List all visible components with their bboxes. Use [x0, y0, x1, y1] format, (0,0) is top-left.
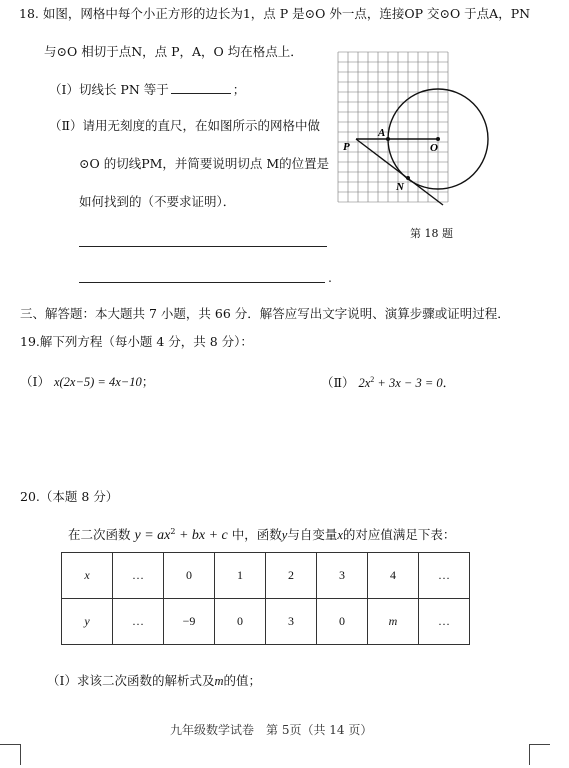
q18-part2-line3: 如何找到的（不要求证明）． [79, 194, 236, 209]
q20-part1-m: m [214, 674, 224, 688]
q19-part2-eq-sup: 2 [370, 375, 375, 384]
table-row-x [62, 553, 470, 599]
label-p: P [343, 141, 350, 153]
q18-part1-blank[interactable] [171, 93, 231, 94]
q20-intro-a: 在二次函数 [68, 527, 135, 543]
table-cell: 0 [215, 599, 266, 645]
q18-part1-text: （Ⅰ）切线长 PN 等于 [49, 82, 169, 97]
q20-func-a: y = ax [134, 528, 171, 544]
point-o [436, 137, 440, 141]
table-cell: 3 [317, 553, 368, 599]
q20-intro-d: 的对应值满足下表： [342, 527, 456, 543]
q20-heading: 20.（本题 8 分） [20, 489, 119, 504]
q20-part1-end: 的值； [223, 673, 261, 688]
q19-part2-label: （Ⅱ） [321, 375, 355, 391]
section3-title: 三、解答题：本大题共 7 小题，共 66 分．解答应写出文字说明、演算步骤或证明过程． [20, 306, 510, 321]
point-n [406, 176, 410, 180]
crop-mark-bottom-right [529, 744, 550, 765]
point-a [386, 137, 390, 141]
q18-part2-line1: （Ⅱ）请用无刻度的直尺，在如图所示的网格中做 [49, 118, 320, 133]
answer-line-1[interactable] [79, 246, 327, 247]
q19-part1-end: ； [141, 374, 155, 389]
table-cell: … [113, 599, 164, 645]
q19-part1-equation: x(2x−5) = 4x−10 [53, 375, 142, 389]
table-cell: … [419, 599, 470, 645]
q19-heading: 19.解下列方程（每小题 4 分，共 8 分）： [20, 334, 253, 349]
q19-part2-eq-a: 2x [358, 376, 371, 391]
q19-part2-eq-b: + 3x − 3 = 0 [374, 376, 443, 391]
q18-part2-line2: ⊙O 的切线PM，并简要说明切点 M的位置是 [79, 156, 330, 171]
label-o: O [430, 142, 438, 154]
q20-func-b: + bx + c [175, 528, 228, 544]
q20-intro-b: 中，函数 [227, 527, 282, 543]
table-cell: −9 [164, 599, 215, 645]
q19-part2 [321, 376, 455, 390]
q20-part1-text: （Ⅰ）求该二次函数的解析式及 [47, 673, 215, 688]
answer-line-2[interactable] [79, 282, 325, 283]
table-cell: 0 [317, 599, 368, 645]
table-cell: … [113, 553, 164, 599]
grid [338, 52, 448, 202]
q20-part1 [47, 675, 261, 688]
label-n: N [396, 181, 404, 193]
q19-part2-end: ． [442, 375, 456, 391]
q20-intro-y: y [281, 528, 288, 543]
q20-intro [68, 528, 455, 543]
figure-caption: 第 18 题 [410, 227, 453, 240]
crop-mark-bottom-left [0, 744, 21, 765]
q18-figure [338, 52, 448, 212]
q20-func-sup: 2 [170, 527, 176, 536]
table-cell: 1 [215, 553, 266, 599]
page-footer: 九年级数学试卷 第 5页（共 14 页） [170, 723, 373, 737]
table-cell: m [368, 599, 419, 645]
table-row-y [62, 599, 470, 645]
table-cell: 3 [266, 599, 317, 645]
value-table [61, 552, 470, 645]
label-a: A [378, 127, 386, 139]
answer-line-end-period: . [328, 270, 332, 285]
q19-part1-label: （Ⅰ） [20, 374, 50, 389]
q18-line2: 与⊙O 相切于点N，点 P，A，O 均在格点上． [44, 44, 303, 59]
table-cell: x [62, 553, 113, 599]
table-cell: 2 [266, 553, 317, 599]
q20-intro-x: x [337, 528, 343, 543]
table-cell: … [419, 553, 470, 599]
table-cell: 0 [164, 553, 215, 599]
q18-line1: 18. 如图，网格中每个小正方形的边长为1，点 P 是⊙O 外一点，连接OP 交⊙O 于点A，PN [19, 6, 531, 21]
table-cell: y [62, 599, 113, 645]
q20-intro-c: 与自变量 [287, 527, 338, 543]
q19-part1 [20, 376, 154, 389]
q18-part1-end: ； [232, 82, 246, 97]
table-cell: 4 [368, 553, 419, 599]
q18-part1 [49, 84, 245, 97]
